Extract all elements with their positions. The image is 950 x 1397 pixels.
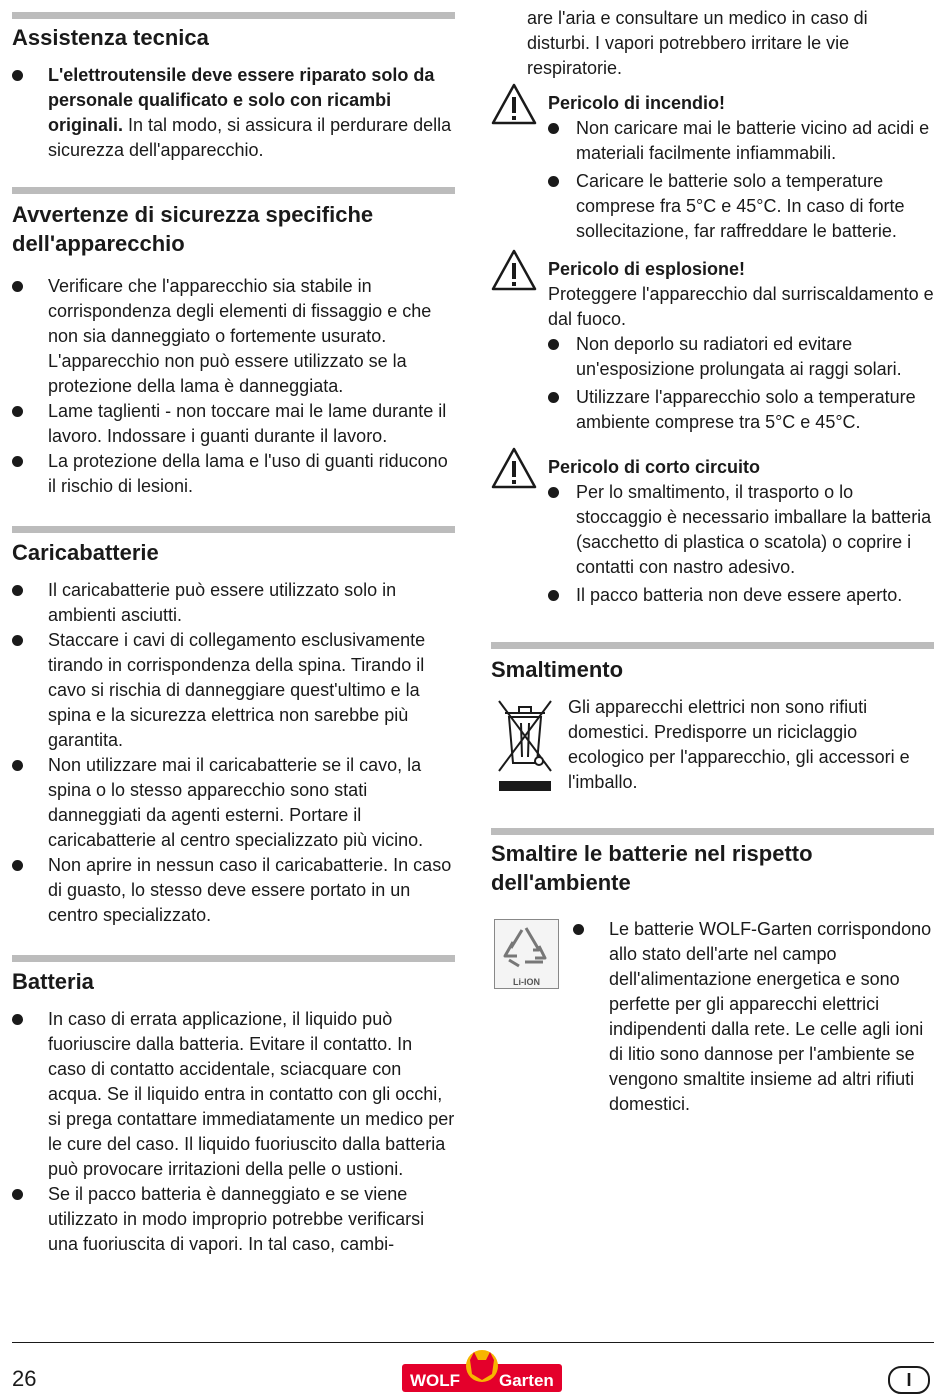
heading-caricabatterie: Caricabatterie	[12, 540, 159, 565]
list-item: Non deporlo su radiatori ed evitare un'esposizione prolungata ai raggi solari.	[548, 332, 934, 382]
list-item: Caricare le batterie solo a temperature comprese fra 5°C e 45°C. In caso di forte sollecitazione, far raffreddare le batterie.	[548, 169, 934, 244]
disposal-text: Gli apparecchi elettrici non sono rifiuti domestici. Predisporre un riciclaggio ecologico per l'apparecchio, gli accessori e l'imballo.	[568, 697, 910, 792]
list-item: Lame taglienti - non toccare mai le lame durante il lavoro. Indossare i guanti durante il lavoro.	[12, 399, 455, 449]
warning-block	[491, 455, 934, 608]
list-item: Le batterie WOLF-Garten corrispondono allo stato dell'arte nel campo dell'alimentazione energetica e sono perfette per gli apparecchi elettrici indipendenti dalla rete. Le celle agli ioni di litio sono dannose per l'ambiente se vengono smaltite insieme ad altri rifiuti domestici.	[573, 917, 934, 1117]
disposal-block	[491, 695, 934, 795]
list-item: Non utilizzare mai il caricabatterie se il cavo, la spina o lo stesso apparecchio sono stati danneggiati da agenti esterni. Portare il caricabatterie al centro specializzato più vicino.	[12, 753, 455, 853]
heading-assistenza: Assistenza tecnica	[12, 25, 209, 50]
list-item: Il caricabatterie può essere utilizzato solo in ambienti asciutti.	[12, 578, 455, 628]
section-divider	[12, 187, 455, 194]
heading-avvertenze: Avvertenze di sicurezza specifiche dell'apparecchio	[12, 202, 374, 256]
heading-batteria: Batteria	[12, 969, 94, 994]
section-divider	[12, 955, 455, 962]
list-item: In caso di errata applicazione, il liquido può fuoriuscire dalla batteria. Evitare il contatto. In caso di contatto accidentale, sciacquare con acqua. Se il liquido entra in contatto con gli occhi, si prega contattare immediatamente un medico per le cure del caso. Il liquido fuoriuscito dalla batteria può provocare irritazioni della pelle o ustioni.	[12, 1007, 455, 1182]
list-item: Utilizzare l'apparecchio solo a temperature ambiente comprese tra 5°C e 45°C.	[548, 385, 934, 435]
warning-block	[491, 257, 934, 435]
list-item: Non caricare mai le batterie vicino ad acidi e materiali facilmente infiammabili.	[548, 116, 934, 166]
list-item: Per lo smaltimento, il trasporto o lo stoccaggio è necessario imballare la batteria (sacchetto di plastica o scatola) o coprire i contatti con nastro adesivo.	[548, 480, 934, 580]
svg-text:Garten: Garten	[499, 1371, 554, 1390]
heading-batterie: Smaltire le batterie nel rispetto dell'ambiente	[491, 841, 813, 895]
warning-triangle-icon	[491, 447, 537, 489]
heading-smaltimento: Smaltimento	[491, 657, 624, 682]
section-divider	[491, 828, 934, 835]
warning-title: Pericolo di incendio!	[548, 93, 726, 113]
footer-rule	[12, 1342, 934, 1343]
list-item: Non aprire in nessun caso il caricabatterie. In caso di guasto, lo stesso deve essere portato in un centro specializzato.	[12, 853, 455, 928]
list-item: Verificare che l'apparecchio sia stabile in corrispondenza degli elementi di fissaggio e che non sia danneggiato o fortemente usurato. L'apparecchio non può essere utilizzato se la protezione della lama è danneggiata.	[12, 274, 455, 399]
continuation-text: are l'aria e consultare un medico in caso di disturbi. I vapori potrebbero irritare le vie respiratorie.	[527, 8, 868, 78]
wolf-garten-logo	[402, 1350, 562, 1392]
page-footer	[12, 1342, 934, 1391]
warning-title: Pericolo di esplosione!	[548, 259, 746, 279]
warning-triangle-icon	[491, 83, 537, 125]
svg-text:WOLF: WOLF	[410, 1371, 461, 1390]
list-item	[12, 63, 455, 163]
section-divider	[12, 526, 455, 533]
warning-block	[491, 91, 934, 244]
bold-text: L'elettroutensile deve essere riparato solo da personale qualificato e solo con ricambi originali.	[48, 65, 435, 135]
battery-disposal-block	[491, 917, 934, 1117]
warning-text: Proteggere l'apparecchio dal surriscaldamento e dal fuoco.	[548, 284, 934, 329]
recycle-icon-label: Li-ION	[513, 977, 540, 987]
crossed-bin-icon	[495, 697, 555, 793]
list-item: Se il pacco batteria è danneggiato e se viene utilizzato in modo improprio potrebbe verificarsi una fuoriuscita di vapori. In tal caso, cambi-	[12, 1182, 455, 1257]
recycle-icon	[494, 919, 559, 989]
list-item: La protezione della lama e l'uso di guanti riducono il rischio di lesioni.	[12, 449, 455, 499]
body-text: In tal modo, si assicura il perdurare della sicurezza dell'apparecchio.	[48, 115, 452, 160]
section-divider	[12, 12, 455, 19]
warning-title: Pericolo di corto circuito	[548, 457, 761, 477]
list-item: Staccare i cavi di collegamento esclusivamente tirando in corrispondenza della spina. Tirando il cavo si rischia di danneggiare quest'ultimo e la spina e la sicurezza elettrica non sarebbe più garantita.	[12, 628, 455, 753]
section-divider	[491, 642, 934, 649]
warning-triangle-icon	[491, 249, 537, 291]
language-badge: I	[888, 1366, 930, 1394]
page-number: 26	[12, 1366, 37, 1391]
list-item: Il pacco batteria non deve essere aperto.	[548, 583, 934, 608]
